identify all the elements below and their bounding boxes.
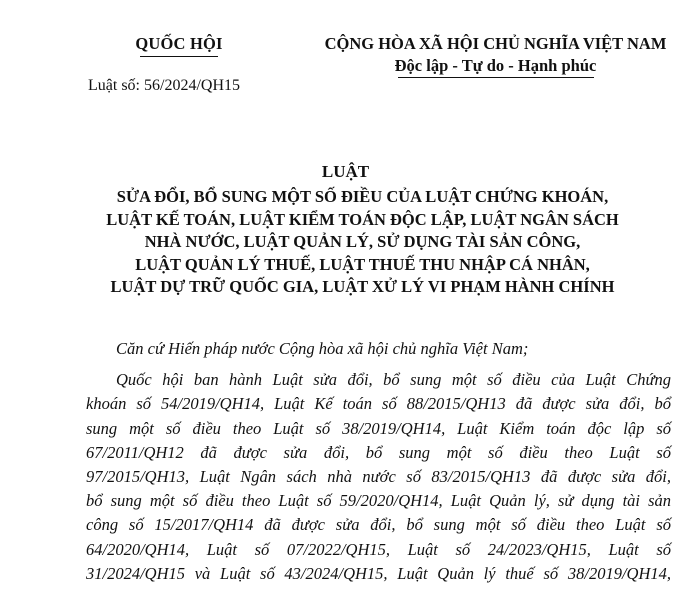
paragraph-line: 67/2011/QH12 đã được sửa đổi, bổ sung một số điều theo Luật số	[86, 442, 671, 462]
issuer-underline	[140, 56, 218, 57]
state-name: CỘNG HÒA XÃ HỘI CHỦ NGHĨA VIỆT NAM	[324, 34, 667, 53]
paragraph-line: Quốc hội ban hành Luật sửa đổi, bổ sung một số điều của Luật Chứng	[116, 370, 671, 390]
title-line: NHÀ NƯỚC, LUẬT QUẢN LÝ, SỬ DỤNG TÀI SẢN CÔNG,	[144, 232, 581, 251]
motto-underline	[398, 77, 594, 78]
issuer-name: QUỐC HỘI	[135, 34, 223, 53]
law-number: Luật số: 56/2024/QH15	[88, 77, 240, 94]
title-line: LUẬT QUẢN LÝ THUẾ, LUẬT THUẾ THU NHẬP CÁ NHÂN,	[135, 254, 590, 274]
paragraph-line: 31/2024/QH15 và Luật số 43/2024/QH15, Luật Quản lý thuế số 38/2019/QH14,	[86, 563, 671, 583]
paragraph-line: bổ sung một số điều theo Luật số 59/2020/QH14, Luật Quản lý, sử dụng tài sản	[86, 491, 671, 511]
document-title	[40, 186, 685, 299]
basis-paragraph	[86, 337, 671, 361]
paragraph-line: khoán số 54/2019/QH14, Luật Kế toán số 88/2015/QH13 đã được sửa đổi, bổ	[86, 394, 671, 414]
title-line: SỬA ĐỔI, BỔ SUNG MỘT SỐ ĐIỀU CỦA LUẬT CHỨNG KHOÁN,	[116, 187, 609, 206]
paragraph-line: 64/2020/QH14, Luật số 07/2022/QH15, Luật số 24/2023/QH15, Luật số	[86, 539, 671, 559]
paragraph-line: 97/2015/QH13, Luật Ngân sách nhà nước số 83/2015/QH13 đã được sửa đổi,	[86, 467, 671, 487]
paragraph-line: công số 15/2017/QH14 đã được sửa đổi, bổ sung một số điều theo Luật số	[86, 515, 671, 535]
national-motto: Độc lập - Tự do - Hạnh phúc	[394, 56, 597, 75]
preamble	[86, 337, 671, 586]
enactment-paragraph	[86, 368, 671, 586]
basis-text: Căn cứ Hiến pháp nước Cộng hòa xã hội chủ nghĩa Việt Nam;	[116, 339, 529, 358]
document-type: LUẬT	[321, 162, 370, 181]
national-header	[300, 34, 691, 78]
issuer-header	[84, 34, 274, 57]
title-line: LUẬT DỰ TRỮ QUỐC GIA, LUẬT XỬ LÝ VI PHẠM HÀNH CHÍNH	[110, 277, 615, 296]
title-line: LUẬT KẾ TOÁN, LUẬT KIỂM TOÁN ĐỘC LẬP, LUẬT NGÂN SÁCH	[106, 209, 619, 229]
paragraph-line: sung một số điều theo Luật số 38/2019/QH14, Luật Kiểm toán độc lập số	[86, 418, 671, 438]
